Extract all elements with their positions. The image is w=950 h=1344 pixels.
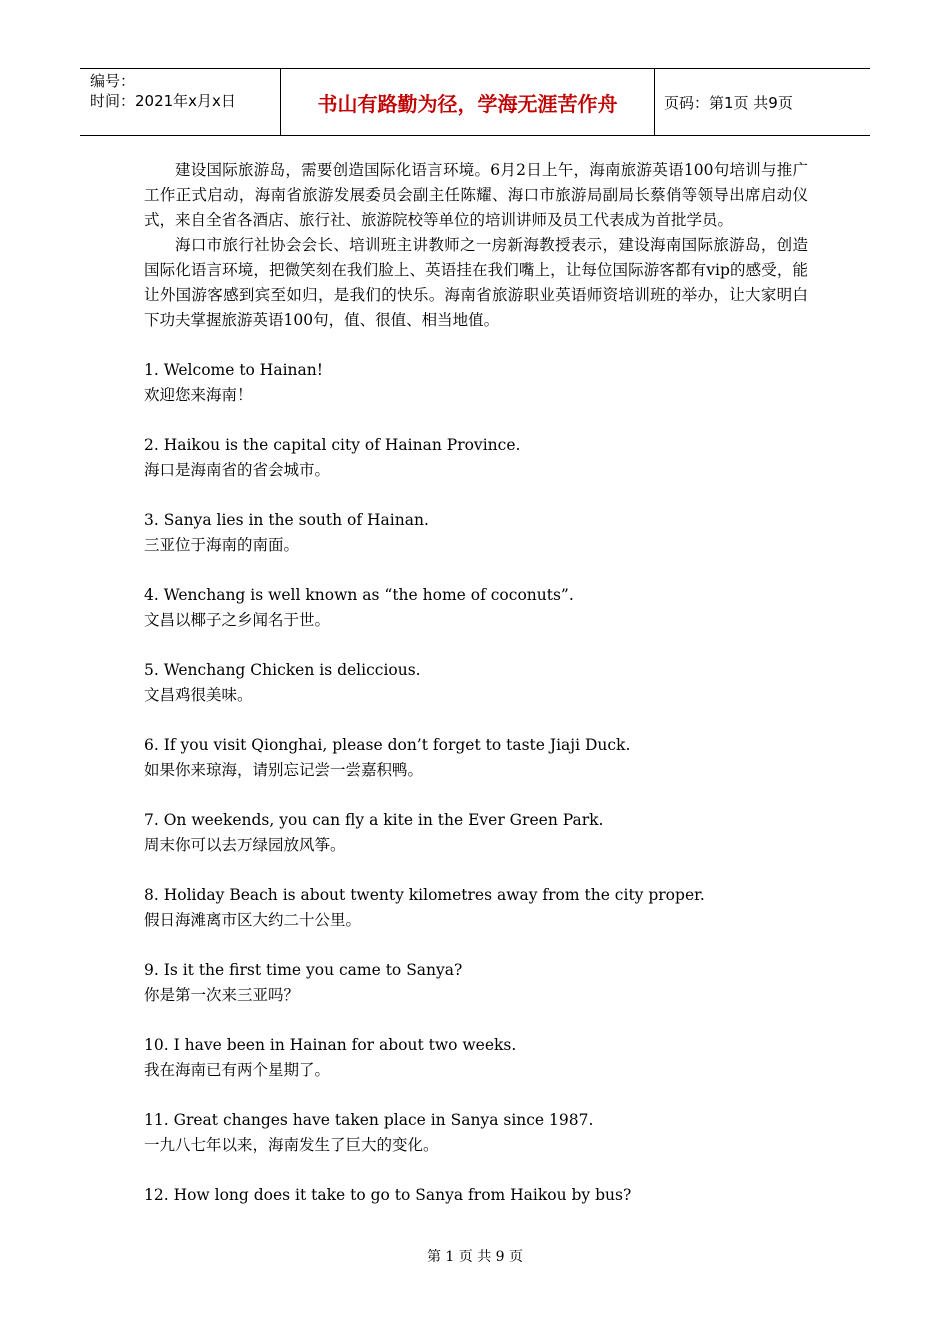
sentence-item <box>144 1033 808 1083</box>
serial-number-label: 编号： <box>90 72 136 90</box>
sentence-english: 2. Haikou is the capital city of Hainan Province. <box>144 436 521 454</box>
sentence-item <box>144 658 808 708</box>
sentence-english: 6. If you visit Qionghai, please don’t forget to taste Jiaji Duck. <box>144 736 631 754</box>
header-page-info: 页码：第1页 共9页 <box>664 93 793 112</box>
sentence-item <box>144 358 808 408</box>
sentence-chinese: 文昌鸡很美味。 <box>144 686 253 704</box>
sentence-chinese: 假日海滩离市区大约二十公里。 <box>144 911 362 929</box>
sentence-item <box>144 433 808 483</box>
sentence-chinese: 三亚位于海南的南面。 <box>144 536 300 554</box>
sentence-english: 1. Welcome to Hainan! <box>144 361 323 379</box>
sentence-english: 3. Sanya lies in the south of Hainan. <box>144 511 429 529</box>
date-line: 时间：2021年x月x日 <box>90 92 236 110</box>
sentence-chinese: 如果你来琼海，请别忘记尝一尝嘉积鸭。 <box>144 761 424 779</box>
sentence-english: 10. I have been in Hainan for about two weeks. <box>144 1036 517 1054</box>
sentence-english: 8. Holiday Beach is about twenty kilometres away from the city proper. <box>144 886 705 904</box>
sentence-chinese: 我在海南已有两个星期了。 <box>144 1061 331 1079</box>
sentence-english: 7. On weekends, you can fly a kite in the Ever Green Park. <box>144 811 604 829</box>
header-motto: 书山有路勤为径，学海无涯苦作舟 <box>281 69 655 135</box>
sentence-list <box>144 358 808 1208</box>
sentence-english: 9. Is it the first time you came to Sanya? <box>144 961 463 979</box>
intro-paragraph-1: 建设国际旅游岛，需要创造国际化语言环境。6月2日上午，海南旅游英语100句培训与推广工作正式启动，海南省旅游发展委员会副主任陈耀、海口市旅游局副局长蔡俏等领导出席启动仪式，来自全省各酒店、旅行社、旅游院校等单位的培训讲师及员工代表成为首批学员。 <box>144 161 808 229</box>
page-footer: 第 1 页 共 9 页 <box>426 1249 524 1265</box>
sentence-item <box>144 808 808 858</box>
sentence-item <box>144 508 808 558</box>
sentence-english: 5. Wenchang Chicken is deliccious. <box>144 661 421 679</box>
intro-paragraph-2: 海口市旅行社协会会长、培训班主讲教师之一房新海教授表示，建设海南国际旅游岛，创造国际化语言环境，把微笑刻在我们脸上、英语挂在我们嘴上，让每位国际游客都有vip的感受，能让外国游客感到宾至如归，是我们的快乐。海南省旅游职业英语师资培训班的举办，让大家明白下功夫掌握旅游英语100句，值、很值、相当地值。 <box>144 236 808 329</box>
sentence-chinese: 周末你可以去万绿园放风筝。 <box>144 836 346 854</box>
sentence-item <box>144 883 808 933</box>
header-table <box>80 68 870 136</box>
sentence-item <box>144 583 808 633</box>
sentence-english: 4. Wenchang is well known as “the home of coconuts”. <box>144 586 574 604</box>
sentence-english: 11. Great changes have taken place in Sanya since 1987. <box>144 1111 594 1129</box>
sentence-english: 12. How long does it take to go to Sanya from Haikou by bus? <box>144 1186 632 1204</box>
sentence-chinese: 你是第一次来三亚吗？ <box>144 986 300 1004</box>
sentence-item <box>144 733 808 783</box>
sentence-item <box>144 958 808 1008</box>
sentence-item <box>144 1108 808 1158</box>
sentence-chinese: 欢迎您来海南！ <box>144 386 253 404</box>
header-meta-cell <box>80 69 281 135</box>
sentence-chinese: 海口是海南省的省会城市。 <box>144 461 331 479</box>
sentence-item <box>144 1183 808 1208</box>
sentence-chinese: 文昌以椰子之乡闻名于世。 <box>144 611 331 629</box>
sentence-chinese: 一九八七年以来，海南发生了巨大的变化。 <box>144 1136 439 1154</box>
document-body <box>144 158 808 1233</box>
